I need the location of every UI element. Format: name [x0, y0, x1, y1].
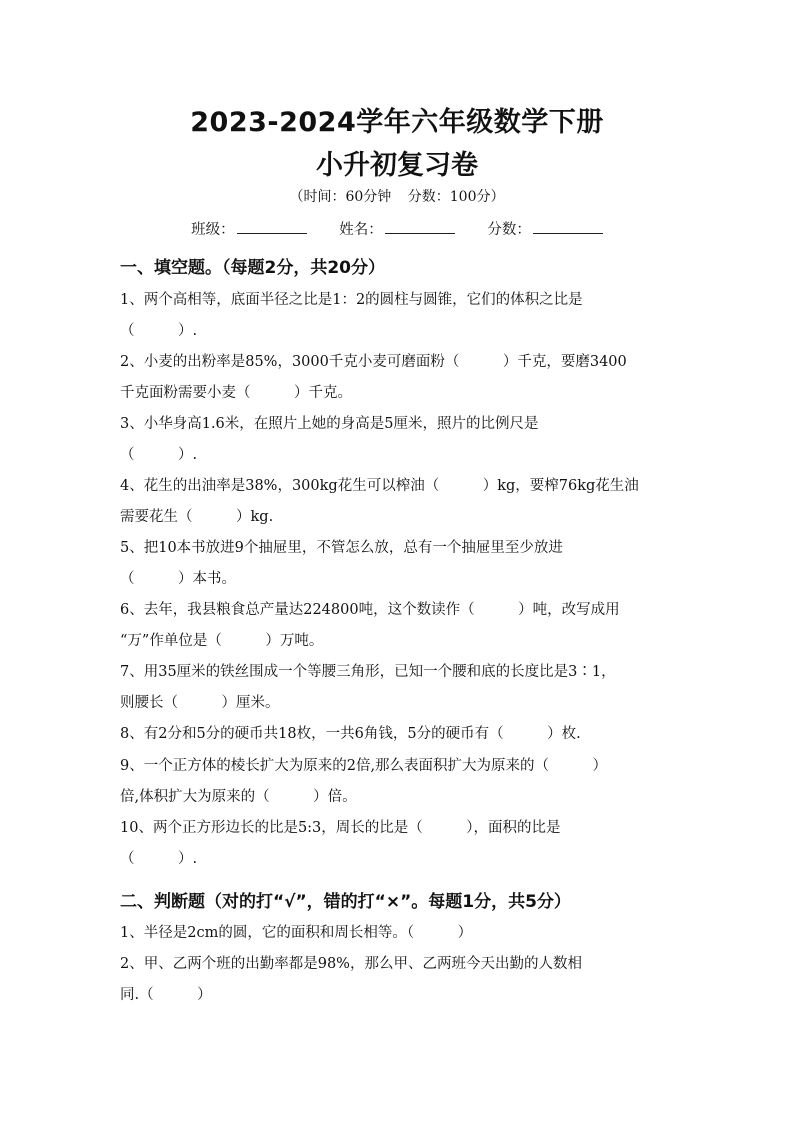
question-fill-1 [120, 285, 680, 347]
question-fill-7 [120, 657, 680, 719]
student-info [0, 218, 794, 239]
exam-meta [0, 186, 794, 206]
time-limit: （时间：60分钟 [289, 189, 392, 205]
exam-title: 2023-2024学年六年级数学下册 [190, 107, 604, 138]
score-blank[interactable] [533, 219, 603, 234]
section-fill-in-heading: 一、填空题。（每题2分，共20分） [120, 258, 385, 278]
total-score: 分数：100分） [407, 189, 505, 205]
question-tf-2 [120, 949, 680, 1011]
question-tf-1 [120, 918, 680, 949]
question-fill-10 [120, 813, 680, 875]
question-line: “万”作单位是（ ）万吨。 [120, 633, 324, 649]
question-line: 2、甲、乙两个班的出勤率都是98%，那么甲、乙两班今天出勤的人数相 [120, 956, 582, 972]
question-line: 1、两个高相等，底面半径之比是1：2的圆柱与圆锥，它们的体积之比是 [120, 292, 583, 308]
name-blank[interactable] [385, 219, 455, 234]
question-line: 8、有2分和5分的硬币共18枚，一共6角钱，5分的硬币有（ ）枚. [120, 726, 581, 742]
question-fill-2 [120, 347, 680, 409]
question-line: 4、花生的出油率是38%，300kg花生可以榨油（ ）kg，要榨76kg花生油 [120, 478, 639, 494]
question-fill-3 [120, 409, 680, 471]
question-line: 7、用35厘米的铁丝围成一个等腰三角形，已知一个腰和底的长度比是3∶1， [120, 664, 616, 680]
question-line: 则腰长（ ）厘米。 [120, 695, 280, 711]
question-line: 需要花生（ ）kg. [120, 509, 274, 525]
question-line: 同.（ ） [120, 987, 212, 1003]
score-field [487, 218, 603, 239]
question-line: 10、两个正方形边长的比是5:3，周长的比是（ ），面积的比是 [120, 820, 561, 836]
question-fill-5 [120, 533, 680, 595]
question-fill-4 [120, 471, 680, 533]
question-line: （ ）. [120, 323, 198, 339]
class-blank[interactable] [237, 219, 307, 234]
question-line: （ ）本书。 [120, 571, 236, 587]
question-fill-6 [120, 595, 680, 657]
question-line: 2、小麦的出粉率是85%，3000千克小麦可磨面粉（ ）千克，要磨3400 [120, 354, 627, 370]
question-line: 3、小华身高1.6米，在照片上她的身高是5厘米，照片的比例尺是 [120, 416, 539, 432]
question-line: 9、一个正方体的棱长扩大为原来的2倍,那么表面积扩大为原来的（ ） [120, 758, 608, 774]
exam-subtitle: 小升初复习卷 [316, 150, 478, 181]
name-field [339, 218, 455, 239]
question-line: （ ）. [120, 851, 198, 867]
question-line: 5、把10本书放进9个抽屉里，不管怎么放，总有一个抽屉里至少放进 [120, 540, 563, 556]
class-field [191, 218, 307, 239]
section-true-false-heading: 二、判断题（对的打“√”，错的打“×”。每题1分，共5分） [120, 892, 571, 912]
question-fill-8 [120, 719, 680, 750]
question-line: 倍,体积扩大为原来的（ ）倍。 [120, 789, 357, 805]
question-line: 6、去年，我县粮食总产量达224800吨，这个数读作（ ）吨，改写成用 [120, 602, 620, 618]
question-line: 千克面粉需要小麦（ ）千克。 [120, 385, 352, 401]
score-label: 分数： [487, 222, 531, 238]
class-label: 班级： [191, 222, 235, 238]
question-line: 1、半径是2cm的圆，它的面积和周长相等。（ ） [120, 925, 473, 941]
name-label: 姓名： [339, 222, 383, 238]
question-line: （ ）. [120, 447, 198, 463]
question-fill-9 [120, 751, 680, 813]
